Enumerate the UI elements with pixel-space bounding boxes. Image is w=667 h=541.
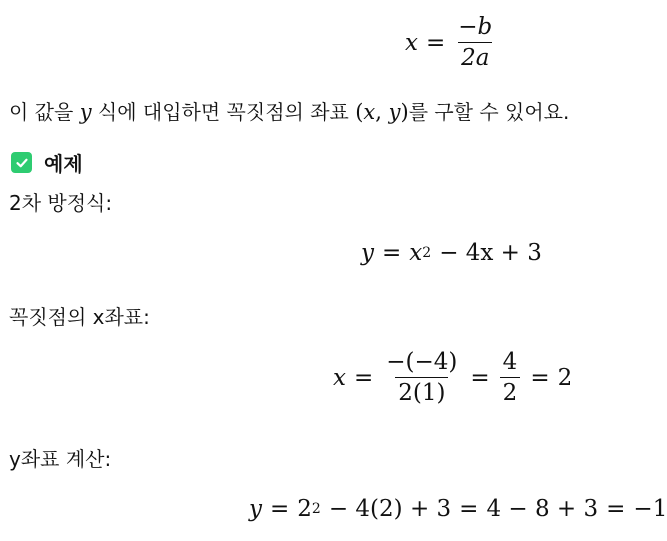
label-vertex-x: 꼭짓점의 x좌표: [9,305,150,329]
sentence-var-y: y [79,100,92,124]
fraction [500,350,521,405]
fraction-denominator: 2(1) [395,377,448,405]
sentence-coordinate: (x, y) [355,100,409,124]
sentence-part1: 이 값을 [9,100,74,124]
formula2-rest: − 4x + 3 [439,240,542,266]
formula4-rest1: − 4(2) + 3 [328,496,452,522]
equals-sign: = [270,496,290,522]
vertex-x-calculation [333,350,572,405]
quadratic-formula: y = x 2 − 4x + 3 [361,240,542,266]
equals-sign: = [459,496,479,522]
equals-sign: = [530,364,550,391]
formula4-base: 2 [297,496,312,522]
fraction-numerator: −b [458,14,493,40]
sentence-part2: 식에 대입하면 꼭짓점의 좌표 [97,100,349,124]
fraction-denominator: 2 [500,377,521,405]
vertex-x-formula [405,15,497,70]
formula2-lhs: y [361,240,374,266]
formula4-result: −1 [633,496,667,522]
check-icon [11,152,32,173]
equals-sign: = [425,29,446,56]
formula3-lhs: x [333,364,346,391]
formula2-term1: x [409,240,423,266]
example-heading-text: 예제 [44,152,83,176]
fraction [383,350,460,405]
formula4-lhs: y [249,496,262,522]
label-y-calculation: y좌표 계산: [9,447,112,471]
fraction-numerator: 4 [502,349,518,375]
formula-lhs-x: x [405,29,418,56]
example-heading [11,148,83,177]
equals-sign: = [382,240,402,266]
fraction-denominator: 2a [458,42,492,70]
equals-sign: = [606,496,626,522]
equals-sign: = [470,364,490,391]
fraction-numerator: −(−4) [386,349,458,375]
label-quadratic: 2차 방정식: [9,191,113,215]
formula4-rest2: 4 − 8 + 3 [486,496,599,522]
fraction [455,15,495,70]
equals-sign: = [353,364,374,391]
explanation-sentence [9,96,569,125]
sentence-part3: 를 구할 수 있어요. [408,100,570,124]
formula3-result: 2 [557,364,573,391]
vertex-y-calculation: y = 2 2 − 4(2) + 3 = 4 − 8 + 3 = −1 [249,496,667,522]
